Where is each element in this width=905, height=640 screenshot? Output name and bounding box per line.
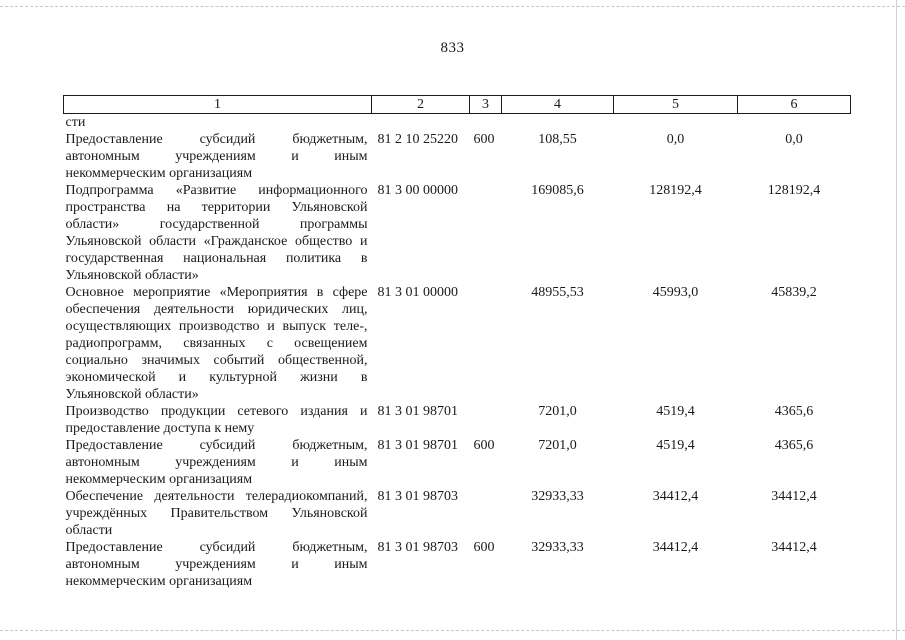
- row-type: [470, 114, 502, 132]
- row-code: 81 3 01 98701: [377, 438, 458, 453]
- table-row: [64, 114, 851, 132]
- row-name: Обеспечение деятельности телерадиокомпаний, учреждённых Правительством Ульяновской области: [65, 489, 368, 538]
- row-type: 600: [473, 540, 495, 555]
- table-row: [64, 182, 851, 284]
- row-value-6: 0,0: [785, 132, 803, 147]
- row-value-6: [738, 114, 851, 132]
- column-header-3: 3: [470, 96, 502, 114]
- budget-table: [63, 95, 851, 590]
- row-code: 81 2 10 25220: [377, 132, 458, 147]
- row-name: Предоставление субсидий бюджетным, автономным учреждениям и иным некоммерческим организациям: [65, 540, 368, 589]
- row-value-4: 108,55: [538, 132, 577, 147]
- table-row: [64, 437, 851, 488]
- table-row: [64, 131, 851, 182]
- row-value-5: [614, 114, 738, 132]
- row-name: сти: [65, 115, 86, 130]
- table-row: [64, 539, 851, 590]
- row-code: 81 3 01 98701: [377, 404, 458, 419]
- row-value-6: 4365,6: [774, 438, 814, 453]
- scan-edge-bottom: [0, 630, 905, 631]
- row-code: 81 3 01 98703: [377, 540, 458, 555]
- row-name: Подпрограмма «Развитие информационного пространства на территории Ульяновской области» государственной программы Ульяновской области «Гражданское общество и государственная национальная политика в Ульяновской области»: [65, 183, 368, 283]
- row-code: [372, 114, 470, 132]
- row-value-5: 4519,4: [656, 404, 695, 419]
- row-value-5: 45993,0: [652, 285, 699, 300]
- scan-edge-right: [896, 0, 897, 640]
- row-code: 81 3 01 00000: [377, 285, 458, 300]
- row-type: 600: [473, 438, 495, 453]
- row-value-6: 34412,4: [771, 540, 817, 555]
- row-value-6: 4365,6: [774, 404, 814, 419]
- row-value-5: 34412,4: [652, 489, 699, 504]
- scan-edge-top: [0, 6, 905, 7]
- row-value-4: 7201,0: [538, 404, 577, 419]
- table-row: [64, 403, 851, 437]
- row-code: 81 3 01 98703: [377, 489, 458, 504]
- column-header-4: 4: [502, 96, 614, 114]
- table-row: [64, 488, 851, 539]
- table-body: [64, 114, 851, 591]
- row-type: [470, 403, 502, 437]
- table-row: [64, 284, 851, 403]
- row-value-4: [502, 114, 614, 132]
- row-name: Производство продукции сетевого издания и предоставление доступа к нему: [65, 404, 368, 436]
- column-header-2: 2: [372, 96, 470, 114]
- row-type: [470, 182, 502, 284]
- row-code: 81 3 00 00000: [377, 183, 458, 198]
- row-value-6: 34412,4: [771, 489, 817, 504]
- row-value-5: 34412,4: [652, 540, 699, 555]
- row-name: Предоставление субсидий бюджетным, автономным учреждениям и иным некоммерческим организациям: [65, 132, 368, 181]
- column-header-5: 5: [614, 96, 738, 114]
- row-type: 600: [473, 132, 495, 147]
- row-value-4: 32933,33: [531, 489, 584, 504]
- row-name: Основное мероприятие «Мероприятия в сфере обеспечения деятельности юридических лиц, осуществляющих производство и выпуск теле-, радиопрограмм, связанных с освещением социально значимых событий общественной, экономической и культурной жизни в Ульяновской области»: [65, 285, 368, 402]
- row-value-4: 169085,6: [531, 183, 584, 198]
- row-type: [470, 284, 502, 403]
- row-value-5: 0,0: [666, 132, 685, 147]
- column-header-1: 1: [64, 96, 372, 114]
- row-value-5: 128192,4: [649, 183, 702, 198]
- row-value-6: 128192,4: [767, 183, 821, 198]
- page-number: 833: [440, 40, 465, 56]
- row-value-4: 48955,53: [531, 285, 584, 300]
- row-value-4: 32933,33: [531, 540, 584, 555]
- table-header: [64, 96, 851, 114]
- row-type: [470, 488, 502, 539]
- row-value-6: 45839,2: [771, 285, 817, 300]
- row-value-5: 4519,4: [656, 438, 695, 453]
- table-header-row: [64, 96, 851, 114]
- row-value-4: 7201,0: [538, 438, 577, 453]
- row-name: Предоставление субсидий бюджетным, автономным учреждениям и иным некоммерческим организациям: [65, 438, 368, 487]
- column-header-6: 6: [738, 96, 851, 114]
